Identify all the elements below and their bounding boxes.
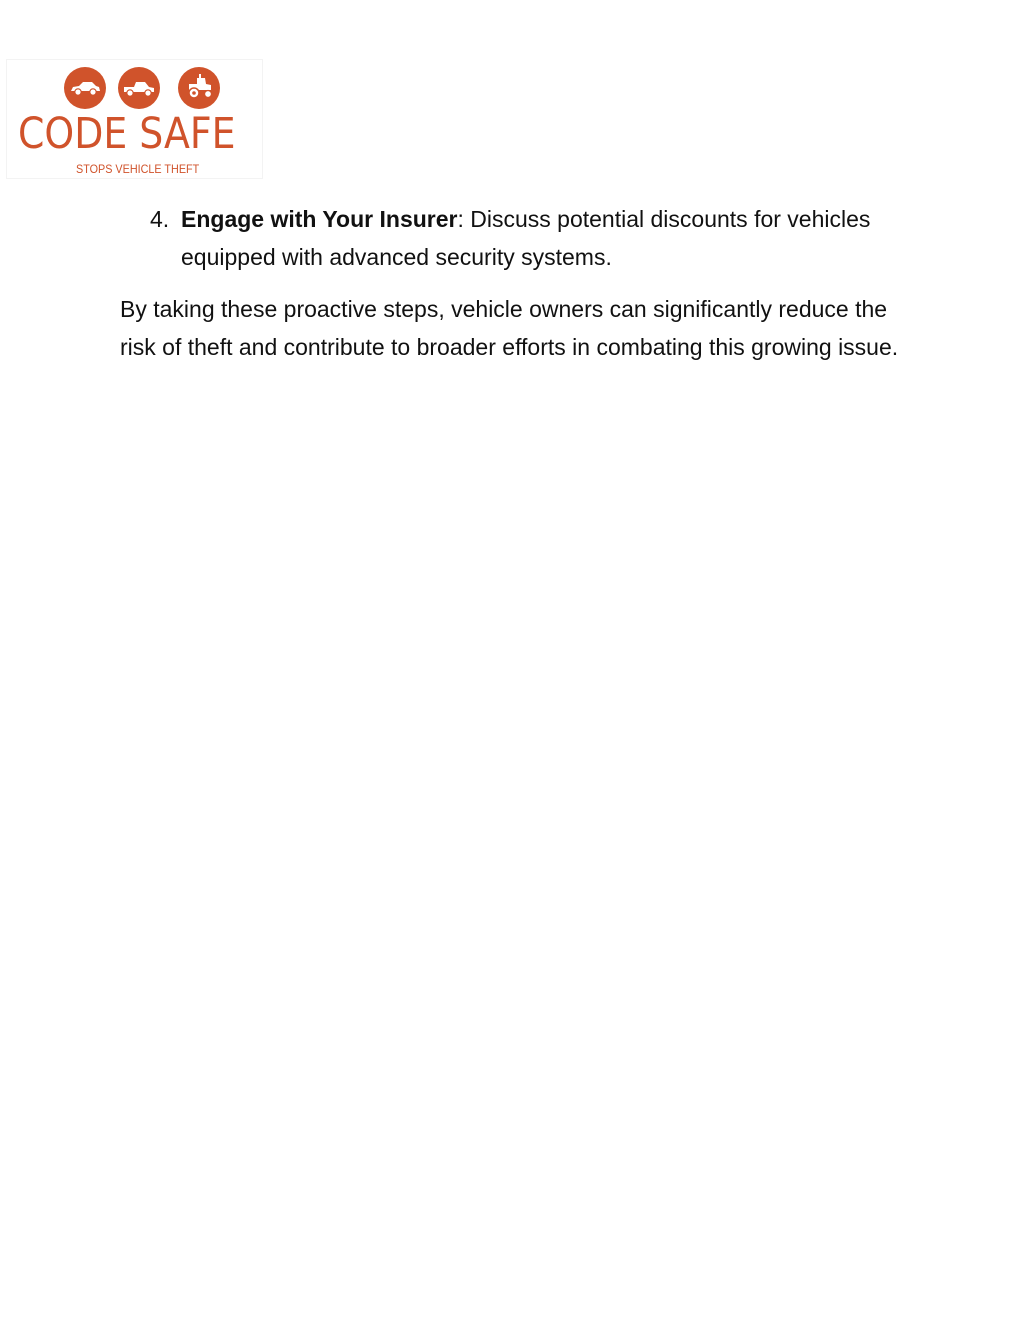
list-item: [120, 200, 910, 276]
tractor-icon: [178, 67, 220, 109]
logo-wordmark: CODE SAFE: [18, 109, 236, 159]
logo-vehicle-icons: [63, 66, 223, 110]
list-item-heading: Engage with Your Insurer: [181, 206, 458, 232]
code-safe-logo: [7, 60, 262, 178]
logo-tagline: STOPS VEHICLE THEFT: [76, 162, 200, 176]
document-body: [120, 200, 910, 366]
list-item-number: 4.: [150, 206, 170, 232]
pickup-truck-icon: [118, 67, 160, 109]
closing-paragraph: By taking these proactive steps, vehicle owners can significantly reduce the risk of theft and contribute to broader efforts in combating this growing issue.: [120, 296, 899, 360]
list-item-text: : Discuss potential discounts for vehicles equipped with advanced security systems.: [181, 206, 871, 270]
car-icon: [64, 67, 106, 109]
